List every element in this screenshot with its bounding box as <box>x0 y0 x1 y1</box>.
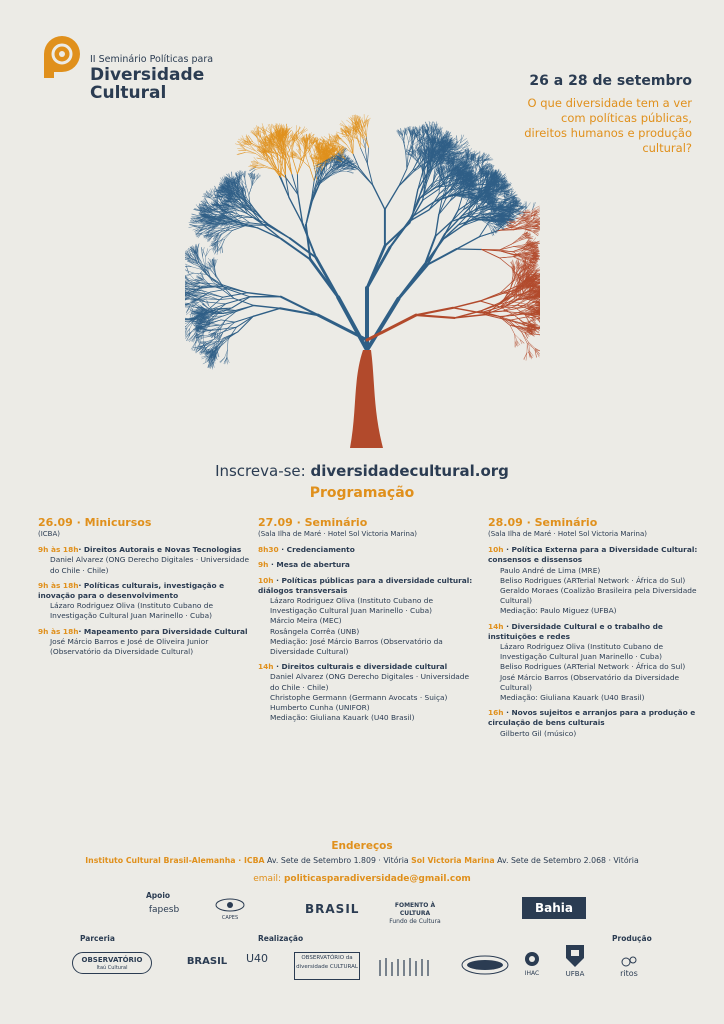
schedule-item <box>258 560 480 570</box>
tree-illustration <box>185 50 540 450</box>
schedule-item-title <box>488 708 698 728</box>
capes-label: CAPES <box>221 915 239 921</box>
event-question: O que diversidade tem a ver com políticas públicas, direitos humanos e produção cultural? <box>524 96 692 155</box>
capes-mark-icon <box>212 898 248 912</box>
event-dates: 26 a 28 de setembro <box>529 73 692 89</box>
day3-column <box>488 516 698 739</box>
schedule-item-speakers: Gilberto Gil (músico) <box>500 728 577 738</box>
address-1: Av. Sete de Setembro 1.809 · Vitória <box>264 856 412 865</box>
ihac-label: IHAC <box>524 970 540 977</box>
tree-branches <box>185 114 540 369</box>
register-prefix: Inscreva-se: <box>215 462 306 480</box>
address-place-2: Sol Victoria Marina <box>411 856 495 865</box>
schedule-item-title <box>488 622 698 642</box>
schedule-item-time: 14h <box>258 662 274 672</box>
fundo-label: Fundo de Cultura <box>389 918 441 925</box>
schedule-item-speakers: Lázaro Rodriguez Oliva (Instituto Cubano de Investigação Cultural Juan Marinello · Cuba) Beliso Rodrigues (ARTerial Network · África do Sul) José Márcio Barros (Observatório da Diversidade Cultural) Mediação: Giuliana Kauark (U40 Brasil) <box>500 642 686 703</box>
address-place-1: Instituto Cultural Brasil-Alemanha · ICBA <box>85 856 265 865</box>
schedule-item-title <box>258 662 480 672</box>
ufba-shield-icon <box>565 944 585 968</box>
schedule-item <box>38 581 258 622</box>
brasil-logo: BRASIL <box>305 902 360 916</box>
schedule-item-topic: · Direitos Autorais e Novas Tecnologias <box>78 545 242 555</box>
schedule-item-speakers: José Márcio Barros e José de Oliveira Junior (Observatório da Diversidade Cultural) <box>50 636 209 657</box>
schedule-item <box>258 545 480 555</box>
seminar-logo-icon <box>38 34 88 84</box>
ritos-logo <box>614 954 644 978</box>
schedule-item-topic: · Mesa de abertura <box>268 560 350 570</box>
schedule-item-speakers: Paulo André de Lima (MRE) Beliso Rodrigues (ARTerial Network · África do Sul) Geraldo Moraes (Coalizão Brasileira pela Diversidade Cultural) Mediação: Paulo Miguez (UFBA) <box>500 565 697 616</box>
day3-venue: (Sala Ilha de Maré · Hotel Sol Victoria Marina) <box>488 530 647 538</box>
schedule-item <box>488 545 698 616</box>
schedule-item-time: 10h <box>488 545 504 555</box>
logo-subtitle: II Seminário Políticas para <box>90 54 214 65</box>
schedule-item-title <box>38 581 258 601</box>
bahia-logo: Bahia <box>522 897 586 919</box>
ufba-logo <box>560 944 590 978</box>
ritos-label: ritos <box>620 969 638 978</box>
schedule-item-title <box>258 576 480 596</box>
email-link[interactable]: politicasparadiversidade@gmail.com <box>283 874 471 884</box>
schedule-item-topic: · Política Externa para a Diversidade Cultural: consensos e dissensos <box>488 545 698 565</box>
schedule-item-time: 9h às 18h <box>38 626 79 636</box>
day1-column <box>38 516 258 657</box>
schedule-item-speakers: Lázaro Rodriguez Oliva (Instituto Cubano de Investigação Cultural Juan Marinello · Cuba) Márcio Meira (MEC) Rosângela Corrêa (UNB) Mediação: José Márcio Barros (Observatório da Diversidade Cultural) <box>270 596 443 657</box>
ihac-logo <box>520 950 544 978</box>
capes-logo <box>212 898 248 920</box>
day3-items <box>488 545 698 739</box>
ufba-label: UFBA <box>565 970 585 978</box>
schedule-item-topic: · Políticas públicas para a diversidade cultural: diálogos transversais <box>258 575 473 595</box>
register-link[interactable]: diversidadecultural.org <box>310 462 509 480</box>
ihac-mark-icon <box>523 950 541 968</box>
addresses-line <box>0 856 724 865</box>
schedule-item <box>258 576 480 658</box>
day2-column <box>258 516 480 723</box>
schedule-item-topic: · Novos sujeitos e arranjos para a produção e circulação de bens culturais <box>488 708 696 728</box>
realizacao-label: Realização <box>258 934 304 943</box>
schedule-item <box>258 662 480 723</box>
tree-trunk <box>350 350 383 448</box>
schedule-item-topic: · Mapeamento para Diversidade Cultural <box>78 626 248 636</box>
fomento-label: FOMENTO À CULTURA <box>394 902 436 917</box>
tree-figures-logo-icon <box>376 954 436 978</box>
schedule-item <box>38 545 258 576</box>
fapesb-logo: fapesb <box>148 905 180 915</box>
observatorio-label: OBSERVATÓRIO <box>81 956 143 964</box>
parceria-label: Parceria <box>80 934 115 943</box>
schedule-item-time: 16h <box>488 708 504 718</box>
observatorio-itau-logo <box>72 952 152 974</box>
ritos-mark-icon <box>619 954 639 968</box>
schedule-item-speakers: Lázaro Rodriguez Oliva (Instituto Cubano de Investigação Cultural Juan Marinello · Cuba) <box>50 601 213 621</box>
email-label: email: <box>253 874 282 884</box>
u40-logo: U40 <box>245 952 269 965</box>
schedule-item-time: 9h às 18h <box>38 580 79 590</box>
day1-items <box>38 545 258 657</box>
schedule-item <box>488 708 698 739</box>
schedule-item-time: 10h <box>258 575 274 585</box>
day2-items <box>258 545 480 723</box>
schedule-item-topic: · Políticas culturais, investigação e inovação para o desenvolvimento <box>38 580 225 601</box>
brasil-logo-2: BRASIL <box>186 956 228 967</box>
secretaria-seal-icon <box>460 954 510 976</box>
schedule-item-time: 9h <box>258 560 269 570</box>
schedule-item-time: 8h30 <box>258 545 279 555</box>
schedule-item-title <box>38 627 258 637</box>
day2-heading: 27.09 · Seminário <box>258 516 368 529</box>
addresses-title: Endereços <box>331 840 393 852</box>
schedule-item-topic: · Diversidade Cultural e o trabalho de instituições e redes <box>488 621 663 641</box>
schedule-item-speakers: Daniel Alvarez (ONG Derecho Digitales · Universidade do Chile · Chile) Christophe Germann (Germann Avocats · Suiça) Humberto Cunha (UNIFOR) Mediação: Giuliana Kauark (U40 Brasil) <box>270 672 470 723</box>
day1-venue: (ICBA) <box>38 530 61 538</box>
schedule-item-time: 14h <box>488 621 504 631</box>
schedule-item <box>38 627 258 658</box>
apoio-label: Apoio <box>146 891 171 900</box>
schedule-item-title <box>38 545 258 555</box>
day3-heading: 28.09 · Seminário <box>488 516 598 529</box>
observatorio-diversidade-logo: OBSERVATÓRIO da diversidade CULTURAL <box>294 952 360 980</box>
itau-label: Itaú Cultural <box>96 965 128 971</box>
schedule-item-speakers: Daniel Alvarez (ONG Derecho Digitales · Universidade do Chile · Chile) <box>50 555 250 575</box>
register-line <box>0 462 724 480</box>
program-title: Programação <box>309 485 415 501</box>
schedule-item <box>488 622 698 704</box>
schedule-item-topic: · Credenciamento <box>278 545 355 555</box>
day2-venue: (Sala Ilha de Maré · Hotel Sol Victoria Marina) <box>258 530 417 538</box>
producao-label: Produção <box>612 934 652 943</box>
fomento-logo <box>380 902 450 926</box>
schedule-item-time: 9h às 18h <box>38 545 79 555</box>
schedule-item-title <box>258 545 480 555</box>
email-line <box>0 874 724 884</box>
day1-heading: 26.09 · Minicursos <box>38 516 152 529</box>
schedule-item-topic: · Direitos culturais e diversidade cultural <box>273 662 448 672</box>
schedule-item-title <box>258 560 480 570</box>
address-2: Av. Sete de Setembro 2.068 · Vitória <box>494 856 639 865</box>
logo-title-line1: Diversidade <box>90 65 205 85</box>
schedule-item-title <box>488 545 698 565</box>
logo-title-line2: Cultural <box>90 83 167 103</box>
